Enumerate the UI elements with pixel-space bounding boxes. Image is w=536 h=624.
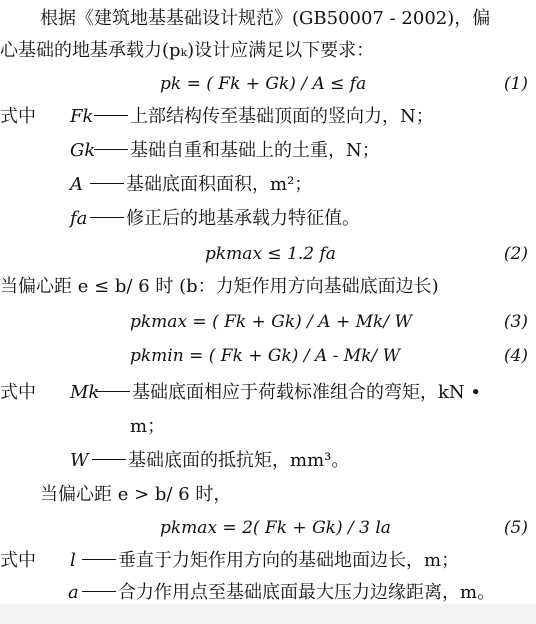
em-dash <box>94 115 128 116</box>
equation-1: pk = ( Fk + Gk) / A ≤ fa <box>160 74 367 94</box>
definition-mk-continued: m； <box>130 416 166 437</box>
where-block-2-row-2 <box>0 412 536 442</box>
equation-3: pkmax = ( Fk + Gk) / A + Mk/ W <box>130 312 412 332</box>
intro-line-2: 心基础的地基承载力(pₖ)设计应满足以下要求： <box>0 40 375 61</box>
definition-l: 垂直于力矩作用方向的基础地面边长，m； <box>80 546 459 576</box>
em-dash <box>96 391 130 392</box>
where-block-1-row-1 <box>0 102 536 132</box>
where-block-1-row-3 <box>0 170 536 200</box>
equation-2-number: (2) <box>503 244 528 264</box>
where-block-3-row-1 <box>0 546 536 576</box>
em-dash <box>90 183 124 184</box>
symbol-fk: Fk <box>70 106 94 127</box>
where-block-1-row-2 <box>0 136 536 166</box>
definition-a-lower: 合力作用点至基础底面最大压力边缘距离，m。 <box>80 578 495 608</box>
bottom-band <box>0 604 536 624</box>
condition-1: 当偏心距 e ≤ b/ 6 时 (b：力矩作用方向基础底面边长) <box>0 276 439 297</box>
where-block-2-row-3 <box>0 446 536 476</box>
intro-line-1: 根据《建筑地基基础设计规范》(GB50007 - 2002)，偏 <box>40 8 491 29</box>
where-block-1-row-4 <box>0 204 536 234</box>
definition-fa: 修正后的地基承载力特征值。 <box>88 204 360 234</box>
equation-3-number: (3) <box>503 312 528 332</box>
where-label-1: 式中 <box>0 106 36 127</box>
symbol-mk: Mk <box>70 382 100 403</box>
equation-5: pkmax = 2( Fk + Gk) / 3 la <box>160 518 391 538</box>
equation-4: pkmin = ( Fk + Gk) / A - Mk/ W <box>130 346 401 366</box>
equation-5-number: (5) <box>503 518 528 538</box>
condition-2: 当偏心距 e > b/ 6 时， <box>40 484 232 505</box>
em-dash <box>92 459 126 460</box>
em-dash <box>90 217 124 218</box>
symbol-gk: Gk <box>70 140 96 161</box>
where-label-2: 式中 <box>0 382 36 403</box>
symbol-l: l <box>70 550 76 571</box>
em-dash <box>82 559 116 560</box>
equation-1-number: (1) <box>503 74 528 94</box>
symbol-a-lower: a <box>68 582 79 603</box>
symbol-fa: fa <box>70 208 88 229</box>
equation-2: pkmax ≤ 1.2 fa <box>205 244 336 264</box>
definition-w: 基础底面的抵抗矩，mm³。 <box>90 446 349 476</box>
symbol-a: A <box>70 174 83 195</box>
definition-fk: 上部结构传至基础顶面的竖向力，N； <box>92 102 434 132</box>
symbol-w: W <box>70 450 89 471</box>
where-block-2-row-1 <box>0 378 536 408</box>
definition-gk: 基础自重和基础上的土重，N； <box>92 136 380 166</box>
equation-4-number: (4) <box>503 346 528 366</box>
definition-a: 基础底面积面积，m²； <box>88 170 312 200</box>
definition-mk: 基础底面相应于荷载标准组合的弯矩，kN • <box>94 378 481 408</box>
em-dash <box>94 149 128 150</box>
em-dash <box>82 591 116 592</box>
where-label-3: 式中 <box>0 550 36 571</box>
